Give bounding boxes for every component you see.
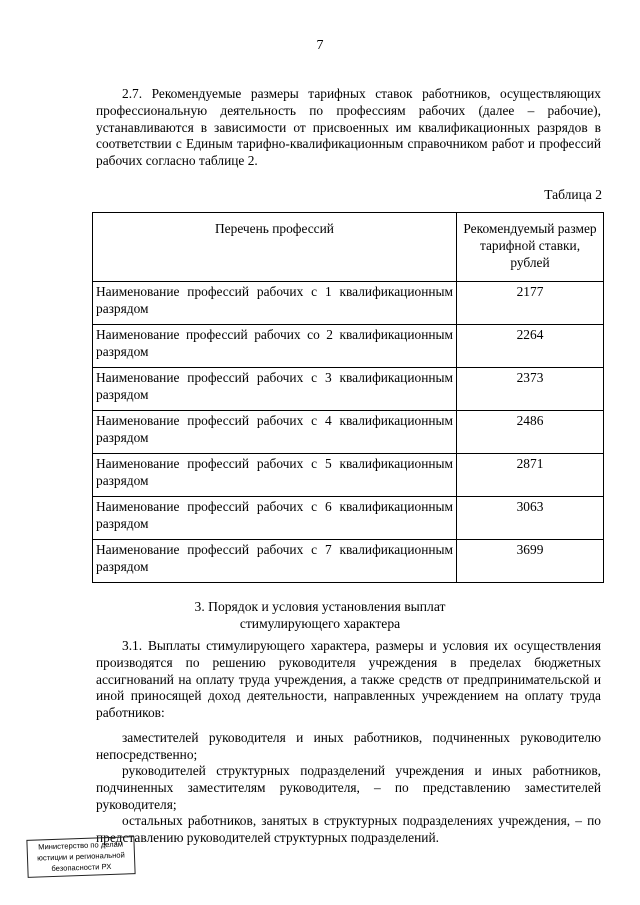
rate-value: 2486 — [457, 411, 604, 454]
list-item-department-heads: руководителей структурных подразделений учреждения и иных работников, подчиненных заместителям руководителя, – по представлению заместителей руководителя; — [96, 763, 601, 812]
tariff-rates-table — [92, 212, 604, 583]
stamp-line-3: безопасности РХ — [51, 861, 112, 874]
paragraph-2-7: 2.7. Рекомендуемые размеры тарифных ставок работников, осуществляющих профессиональную деятельность по профессиям рабочих (далее – рабочие), устанавливаются в зависимости от присвоенных им квалификационных разрядов в соответствии с Единым тарифно-квалификационным справочником работ и профессий рабочих согласно таблице 2. — [96, 86, 601, 169]
rate-value: 3699 — [457, 540, 604, 583]
rate-value: 2264 — [457, 325, 604, 368]
table-row — [93, 497, 604, 540]
stamp-line-2: юстиции и региональной — [37, 850, 125, 863]
header-rate: Рекомендуемый размер тарифной ставки, рублей — [457, 213, 604, 282]
profession-name: Наименование профессий рабочих с 7 квалификационным разрядом — [93, 540, 457, 583]
page-number: 7 — [316, 38, 324, 53]
section-3-heading — [0, 598, 640, 632]
rate-value: 2871 — [457, 454, 604, 497]
rate-value: 2373 — [457, 368, 604, 411]
profession-name: Наименование профессий рабочих с 4 квалификационным разрядом — [93, 411, 457, 454]
table-row — [93, 540, 604, 583]
paragraph-3-1: 3.1. Выплаты стимулирующего характера, размеры и условия их осуществления производятся по решению руководителя учреждения в пределах бюджетных ассигнований на оплату труда учреждения, а также средств от предпринимательской и иной приносящей доход деятельности, направленных учреждением на оплату труда работников: — [96, 638, 601, 721]
table-row — [93, 282, 604, 325]
rate-value: 2177 — [457, 282, 604, 325]
profession-name: Наименование профессий рабочих со 2 квалификационным разрядом — [93, 325, 457, 368]
ministry-stamp — [26, 836, 135, 878]
list-item-deputies: заместителей руководителя и иных работников, подчиненных руководителю непосредственно; — [96, 730, 601, 762]
profession-name: Наименование профессий рабочих с 6 квалификационным разрядом — [93, 497, 457, 540]
section-3-heading-line-2: стимулирующего характера — [239, 616, 401, 631]
profession-name: Наименование профессий рабочих с 3 квалификационным разрядом — [93, 368, 457, 411]
table-caption: Таблица 2 — [544, 187, 602, 202]
table-header-row — [93, 213, 604, 282]
profession-name: Наименование профессий рабочих с 5 квалификационным разрядом — [93, 454, 457, 497]
table-row — [93, 411, 604, 454]
list-item-other-workers: остальных работников, занятых в структурных подразделениях учреждения, – по представлению руководителей структурных подразделений. — [96, 813, 601, 845]
table-row — [93, 368, 604, 411]
table-row — [93, 325, 604, 368]
header-profession: Перечень профессий — [93, 213, 457, 282]
profession-name: Наименование профессий рабочих с 1 квалификационным разрядом — [93, 282, 457, 325]
section-3-heading-line-1: 3. Порядок и условия установления выплат — [194, 599, 446, 614]
rate-value: 3063 — [457, 497, 604, 540]
table-row — [93, 454, 604, 497]
stamp-line-1: Министерство по делам — [37, 839, 124, 852]
